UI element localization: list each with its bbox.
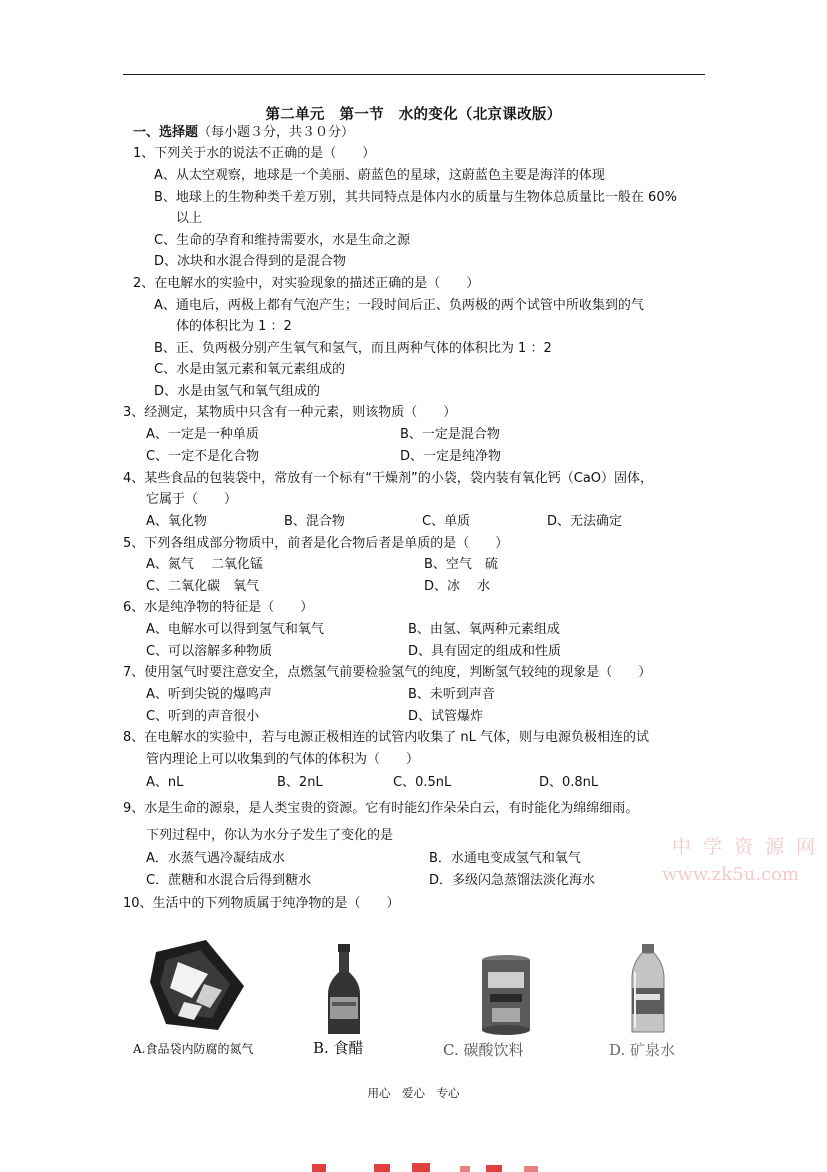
q2-stem: 2、在电解水的实验中，对实验现象的描述正确的是（ ） <box>133 276 480 291</box>
carbonated-drink-can-photo <box>478 954 534 1036</box>
q6-option-b: B、由氢、氧两种元素组成 <box>408 622 560 637</box>
section-label: 一、选择题 <box>133 125 199 140</box>
q2-option-b: B、正、负两极分别产生氧气和氢气，而且两种气体的体积比为 1 ：2 <box>154 341 552 356</box>
q5-option-a: A、氮气 二氧化锰 <box>146 557 264 572</box>
q8-stem-cont: 管内理论上可以收集到的气体的体积为（ ） <box>146 752 420 767</box>
q10-caption-d: D. 矿泉水 <box>609 1041 676 1059</box>
watermark-url: www.zk5u.com <box>662 864 799 885</box>
q7-option-b: B、未听到声音 <box>408 687 495 702</box>
q10-caption-b: B. 食醋 <box>313 1039 364 1057</box>
q1-option-b-cont: 以上 <box>176 211 203 226</box>
q4-option-a: A、氧化物 <box>146 514 207 529</box>
q9-option-c: C．蔗糖和水混合后得到糖水 <box>146 873 312 888</box>
q10-stem: 10、生活中的下列物质属于纯净物的是（ ） <box>123 896 400 911</box>
q7-option-d: D、试管爆炸 <box>408 709 484 724</box>
page-title: 第二单元 第一节 水的变化（北京课改版） <box>265 107 562 123</box>
q1-stem: 1、下列关于水的说法不正确的是（ ） <box>133 146 376 161</box>
q6-option-a: A、电解水可以得到氢气和氧气 <box>146 622 324 637</box>
q4-option-d: D、无法确定 <box>547 514 623 529</box>
q8-option-b: B、2nL <box>277 775 323 790</box>
vinegar-bottle-photo <box>322 942 366 1038</box>
mineral-water-bottle-photo <box>626 942 670 1038</box>
q3-option-d: D、一定是纯净物 <box>400 449 502 464</box>
q8-option-d: D、0.8nL <box>539 775 599 790</box>
q2-option-a: A、通电后，两极上都有气泡产生；一段时间后正、负两极的两个试管中所收集到的气 <box>154 298 644 313</box>
q8-option-c: C、0.5nL <box>393 775 452 790</box>
q2-option-c: C、水是由氢元素和氧元素组成的 <box>154 362 346 377</box>
q8-stem: 8、在电解水的实验中，若与电源正极相连的试管内收集了 nL 气体，则与电源负极相连的试 <box>123 730 650 745</box>
q1-option-b: B、地球上的生物种类千差万别，其共同特点是体内水的质量与生物体总质量比一般在 60% <box>154 190 677 205</box>
page-footer: 用心 爱心 专心 <box>367 1086 460 1100</box>
q4-option-b: B、混合物 <box>284 514 345 529</box>
q1-option-a: A、从太空观察，地球是一个美丽、蔚蓝色的星球，这蔚蓝色主要是海洋的体现 <box>154 168 605 183</box>
q9-option-a: A．水蒸气遇冷凝结成水 <box>146 851 285 866</box>
q8-option-a: A、nL <box>146 775 184 790</box>
section-heading <box>133 124 354 142</box>
q5-option-b: B、空气 硫 <box>424 557 498 572</box>
q3-option-b: B、一定是混合物 <box>400 427 500 442</box>
q3-stem: 3、经测定，某物质中只含有一种元素，则该物质（ ） <box>123 405 457 420</box>
q10-caption-a: A.食品袋内防腐的氮气 <box>133 1042 254 1056</box>
q1-option-c: C、生命的孕育和维持需要水，水是生命之源 <box>154 233 411 248</box>
q5-option-c: C、二氧化碳 氧气 <box>146 579 260 594</box>
q4-stem: 4、某些食品的包装袋中，常放有一个标有“干燥剂”的小袋，袋内装有氧化钙（CaO）固体， <box>123 471 654 486</box>
q7-option-c: C、听到的声音很小 <box>146 709 260 724</box>
watermark-text: 中 学 资 源 网 <box>672 836 819 858</box>
header-rule <box>123 74 705 75</box>
q9-stem: 9、水是生命的源泉，是人类宝贵的资源。它有时能幻作朵朵白云，有时能化为绵绵细雨。 <box>123 801 639 816</box>
q9-option-d: D．多级闪急蒸馏法淡化海水 <box>429 873 596 888</box>
q3-option-a: A、一定是一种单质 <box>146 427 259 442</box>
q9-option-b: B．水通电变成氢气和氧气 <box>429 851 581 866</box>
q1-option-d: D、冰块和水混合得到的是混合物 <box>154 254 347 269</box>
q9-stem-cont: 下列过程中，你认为水分子发生了变化的是 <box>146 828 394 843</box>
q5-option-d: D、冰 水 <box>424 579 491 594</box>
q2-option-a-cont: 体的体积比为 1 ：2 <box>176 319 292 334</box>
q7-option-a: A、听到尖锐的爆鸣声 <box>146 687 272 702</box>
nitrogen-food-bag-photo <box>148 938 248 1034</box>
section-note: （每小题３分，共３０分） <box>198 125 355 140</box>
q6-option-d: D、具有固定的组成和性质 <box>408 644 562 659</box>
q6-stem: 6、水是纯净物的特征是（ ） <box>123 600 314 615</box>
q4-option-c: C、单质 <box>422 514 471 529</box>
q7-stem: 7、使用氢气时要注意安全，点燃氢气前要检验氢气的纯度，判断氢气较纯的现象是（ ） <box>123 665 652 680</box>
q10-caption-c: C. 碳酸饮料 <box>443 1041 524 1059</box>
q4-stem-cont: 它属于（ ） <box>146 492 238 507</box>
q2-option-d: D、水是由氢气和氧气组成的 <box>154 384 321 399</box>
q5-stem: 5、下列各组成部分物质中，前者是化合物后者是单质的是（ ） <box>123 536 509 551</box>
q6-option-c: C、可以溶解多种物质 <box>146 644 273 659</box>
q3-option-c: C、一定不是化合物 <box>146 449 260 464</box>
